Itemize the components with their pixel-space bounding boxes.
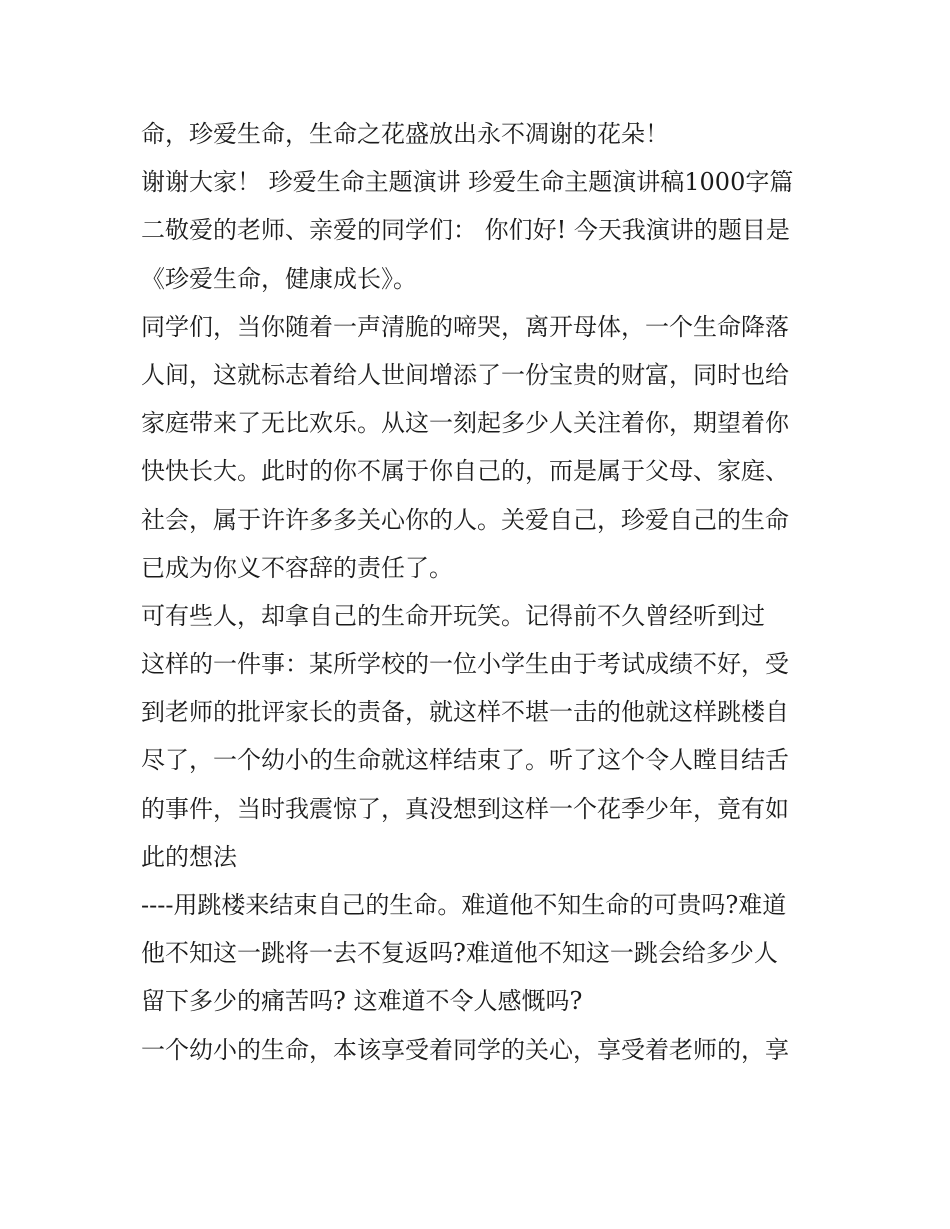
text-line: 此的想法 — [141, 842, 237, 871]
text-line: 同学们，当你随着一声清脆的啼哭，离开母体，一个生命降落 — [141, 312, 789, 341]
body-text — [141, 110, 821, 1074]
text-line: 一个幼小的生命，本该享受着同学的关心，享受着老师的，享 — [141, 1035, 789, 1064]
text-line: 二敬爱的老师、亲爱的同学们： 你们好! 今天我演讲的题目是 — [141, 216, 790, 245]
text-line: 人间，这就标志着给人世间增添了一份宝贵的财富，同时也给 — [141, 360, 789, 389]
text-line: 尽了，一个幼小的生命就这样结束了。听了这个令人瞠目结舌 — [141, 746, 789, 775]
text-line: 家庭带来了无比欢乐。从这一刻起多少人关注着你，期望着你 — [141, 409, 789, 438]
text-line: 命，珍爱生命，生命之花盛放出永不凋谢的花朵！ — [141, 120, 669, 148]
text-line: 已成为你义不容辞的责任了。 — [141, 553, 453, 582]
text-line: 《珍爱生命，健康成长》。 — [141, 264, 417, 293]
text-line: 他不知这一跳将一去不复返吗?难道他不知这一跳会给多少人 — [141, 939, 778, 968]
text-line: 到老师的批评家长的责备，就这样不堪一击的他就这样跳楼自 — [141, 698, 789, 727]
text-line: 留下多少的痛苦吗? 这难道不令人感慨吗? — [141, 987, 583, 1016]
text-line: 快快长大。此时的你不属于你自己的，而是属于父母、家庭、 — [141, 457, 789, 486]
text-line: 谢谢大家！ 珍爱生命主题演讲 珍爱生命主题演讲稿1000字篇 — [141, 168, 794, 197]
text-line: 可有些人，却拿自己的生命开玩笑。记得前不久曾经听到过 — [141, 601, 765, 630]
text-line: ----用跳楼来结束自己的生命。难道他不知生命的可贵吗?难道 — [141, 891, 787, 919]
text-line: 的事件，当时我震惊了，真没想到这样一个花季少年，竟有如 — [141, 794, 789, 823]
text-line: 社会，属于许许多多关心你的人。关爱自己，珍爱自己的生命 — [141, 505, 789, 534]
text-line: 这样的一件事：某所学校的一位小学生由于考试成绩不好，受 — [141, 650, 789, 679]
